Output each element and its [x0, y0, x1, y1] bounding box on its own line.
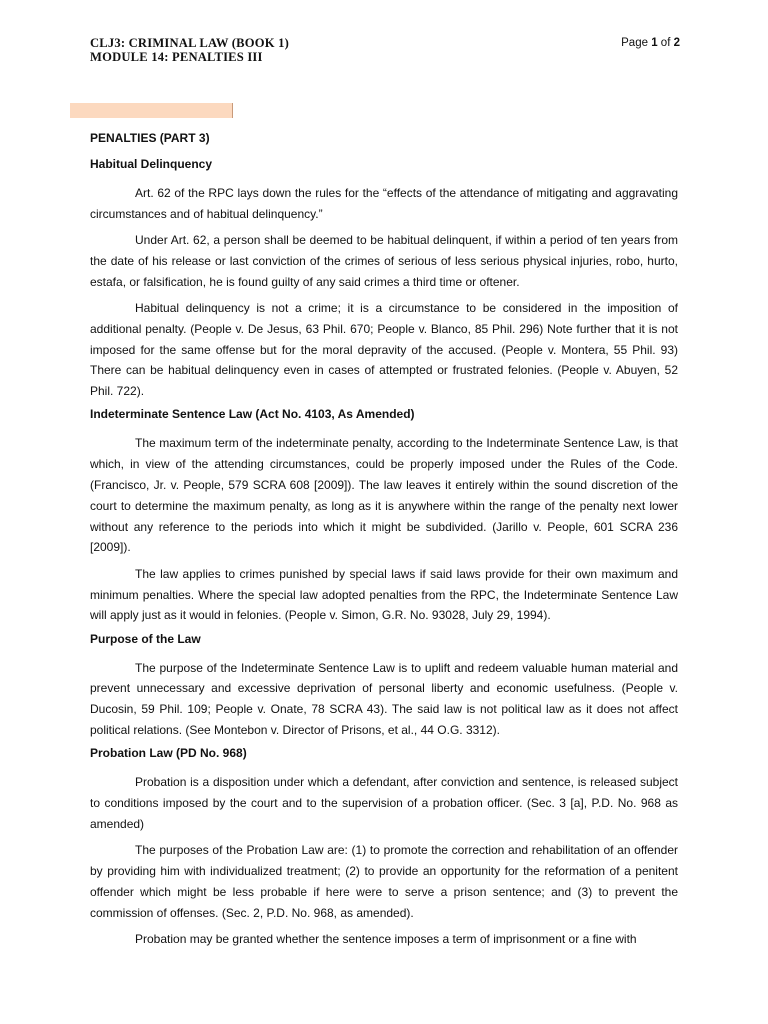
- module-title: MODULE 14: PENALTIES III: [90, 50, 263, 64]
- document-body: [90, 131, 678, 955]
- section-heading-purpose-of-the-law: Purpose of the Law: [90, 631, 201, 646]
- paragraph: Probation is a disposition under which a defendant, after conviction and sentence, is released subject to conditions imposed by the court and to the supervision of a probation officer. (Sec. 3 [a], P.D. No. 968 as amended): [90, 775, 678, 831]
- page-header: [90, 36, 680, 64]
- section-heading-probation-law: Probation Law (PD No. 968): [90, 746, 247, 761]
- paragraph: The purposes of the Probation Law are: (1) to promote the correction and rehabilitation of an offender by providing him with individualized treatment; (2) to provide an opportunity for the reformation of a penitent offender which might be less probable if here were to serve a prison sentence; and (3) to prevent the commission of offenses. (Sec. 2, P.D. No. 968, as amended).: [90, 843, 678, 920]
- page-of: of: [657, 37, 674, 49]
- accent-bar: [70, 103, 233, 118]
- paragraph: Art. 62 of the RPC lays down the rules for the “effects of the attendance of mitigating and aggravating circumstances and of habitual delinquency.”: [90, 186, 678, 221]
- section-heading-indeterminate-sentence-law: Indeterminate Sentence Law (Act No. 4103, As Amended): [90, 407, 415, 422]
- document-title: PENALTIES (PART 3): [90, 131, 210, 145]
- page-total: 2: [673, 37, 680, 49]
- section-heading-habitual-delinquency: Habitual Delinquency: [90, 157, 213, 171]
- paragraph: Under Art. 62, a person shall be deemed to be habitual delinquent, if within a period of ten years from the date of his release or last conviction of the crimes of serious of less serious physical injuries, robo, hurto, estafa, or falsification, he is found guilty of any said crimes a third time or oftener.: [90, 233, 678, 289]
- paragraph: The maximum term of the indeterminate penalty, according to the Indeterminate Sentence Law, is that which, in view of the attending circumstances, could be properly imposed under the Rules of the Code. (Francisco, Jr. v. People, 579 SCRA 608 [2009]). The law leaves it entirely within the sound discretion of the court to determine the maximum penalty, as long as it is anywhere within the range of the penalty next lower without any reference to the periods into which it might be subdivided. (Jarillo v. People, 601 SCRA 236 [2009]).: [90, 436, 678, 555]
- page-current: 1: [651, 37, 658, 49]
- page-number: [621, 37, 680, 49]
- paragraph: Habitual delinquency is not a crime; it is a circumstance to be considered in the imposition of additional penalty. (People v. De Jesus, 63 Phil. 670; People v. Blanco, 85 Phil. 296) Note further that it is not imposed for the same offense but for the moral depravity of the accused. (People v. Montera, 55 Phil. 93) There can be habitual delinquency even in cases of attempted or frustrated felonies. (People v. Abuyen, 52 Phil. 722).: [90, 300, 678, 399]
- paragraph: The law applies to crimes punished by special laws if said laws provide for their own maximum and minimum penalties. Where the special law adopted penalties from the RPC, the Indeterminate Sentence Law will apply just as it would in felonies. (People v. Simon, G.R. No. 93028, July 29, 1994).: [90, 566, 678, 623]
- page-prefix: Page: [621, 37, 652, 49]
- course-title: CLJ3: CRIMINAL LAW (BOOK 1): [90, 36, 289, 50]
- paragraph: The purpose of the Indeterminate Sentence Law is to uplift and redeem valuable human material and prevent unnecessary and excessive deprivation of personal liberty and economic usefulness. (People v. Ducosin, 59 Phil. 109; People v. Onate, 78 SCRA 43). The said law is not political law as it does not affect political relations. (See Montebon v. Director of Prisons, et al., 44 O.G. 3312).: [90, 660, 678, 738]
- paragraph: Probation may be granted whether the sentence imposes a term of imprisonment or a fine with: [135, 931, 637, 946]
